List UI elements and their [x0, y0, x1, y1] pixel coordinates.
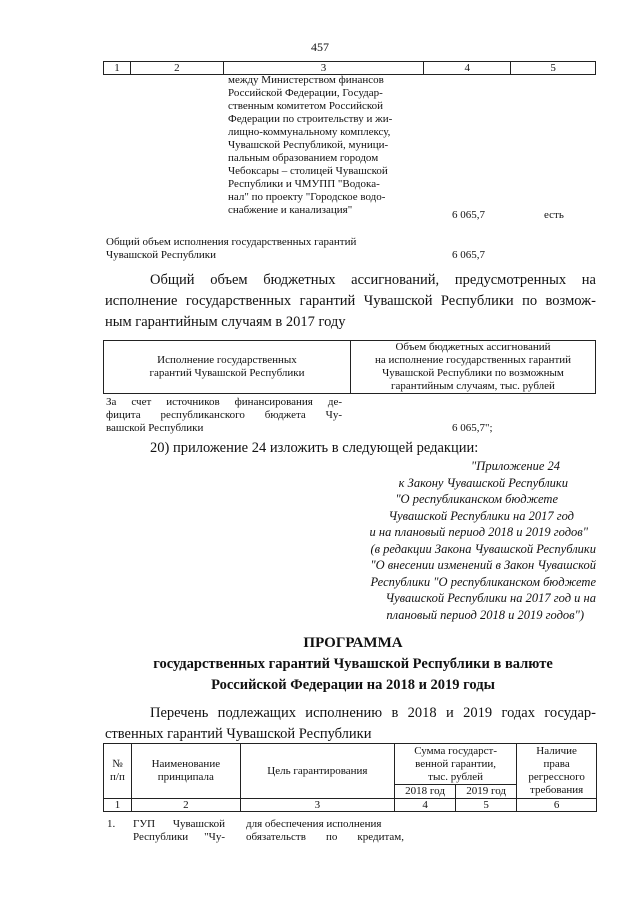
paragraph-assignments: Общий объем бюджетных ассигнований, предусмотренных на исполнение государственных гарантий Чувашской Республики по возмож- ным гарантийным случаям в 2017 году — [105, 272, 596, 330]
th-number: № п/п — [104, 744, 132, 799]
col-index: 4 — [424, 62, 511, 75]
assignments-table — [103, 340, 596, 394]
assign-col1-header: Исполнение государственных гарантий Чувашской Республики — [104, 341, 351, 394]
guarantees-table — [103, 743, 597, 812]
total-label: Общий объем исполнения государственных гарантий Чувашской Республики — [106, 236, 357, 261]
program-title: ПРОГРАММА — [303, 635, 403, 651]
th-regress: Наличие права регрессного требования — [517, 744, 597, 799]
program-subtitle-2: Российской Федерации на 2018 и 2019 годы — [211, 677, 495, 693]
total-amount: 6 065,7 — [452, 249, 485, 261]
item-20: 20) приложение 24 изложить в следующей редакции: — [150, 440, 479, 456]
index-row: 1 2 3 4 5 6 — [104, 799, 597, 812]
row1-number: 1. — [107, 818, 116, 830]
col-index: 1 — [104, 62, 131, 75]
col-index: 5 — [511, 62, 596, 75]
col-index: 3 — [223, 62, 424, 75]
row1-purpose: для обеспечения исполнения обязательств по кредитам, — [246, 818, 404, 843]
col-index: 2 — [130, 62, 223, 75]
paragraph-list: Перечень подлежащих исполнению в 2018 и 2019 годах государ- ственных гарантий Чувашской Республики — [105, 705, 596, 742]
th-principal: Наименование принципала — [131, 744, 240, 799]
regress-cell: есть — [544, 209, 564, 221]
assign-row-value: 6 065,7"; — [452, 422, 493, 434]
th-2018: 2018 год — [395, 785, 456, 799]
purpose-text: между Министерством финансов Российской Федерации, Государ- ственным комитетом Российской Федерации по строительству и жи- лищно-коммунальному комплексу, Чувашской Республикой, муници- пальным образованием городом Чебоксары – столицей Чувашской Республики и ЧМУПП "Водока- нал" по проекту "Городское водо- снабжение и канализация" — [228, 74, 393, 216]
page-number: 457 — [311, 40, 329, 54]
assign-row-label: За счет источников финансирования де- фицита республиканского бюджета Чу- вашской Республики — [106, 396, 342, 434]
th-2019: 2019 год — [456, 785, 517, 799]
program-subtitle-1: государственных гарантий Чувашской Республики в валюте — [153, 656, 553, 672]
th-sum: Сумма государст- венной гарантии, тыс. рублей — [395, 744, 517, 785]
top-table-header — [104, 62, 596, 75]
top-table — [103, 61, 596, 75]
row1-principal: ГУП Чувашской Республики "Чу- — [133, 818, 225, 843]
assign-col2-header: Объем бюджетных ассигнований на исполнение государственных гарантий Чувашской Республики по возможным гарантийным случаям, тыс. рублей — [351, 341, 596, 394]
th-purpose: Цель гарантирования — [240, 744, 394, 799]
appendix-heading: "Приложение 24 к Закону Чувашской Республики "О республиканском бюджете Чувашской Республики на 2017 год и на плановый период 2018 и 2019 годов" (в редакции Закона Чувашской Республики "О внесении изменений в Закон Чувашской Республики "О республиканском бюджете Чувашской Республики на 2017 год и на плановый период 2018 и 2019 годов") — [369, 459, 596, 622]
amount-cell: 6 065,7 — [452, 209, 485, 221]
